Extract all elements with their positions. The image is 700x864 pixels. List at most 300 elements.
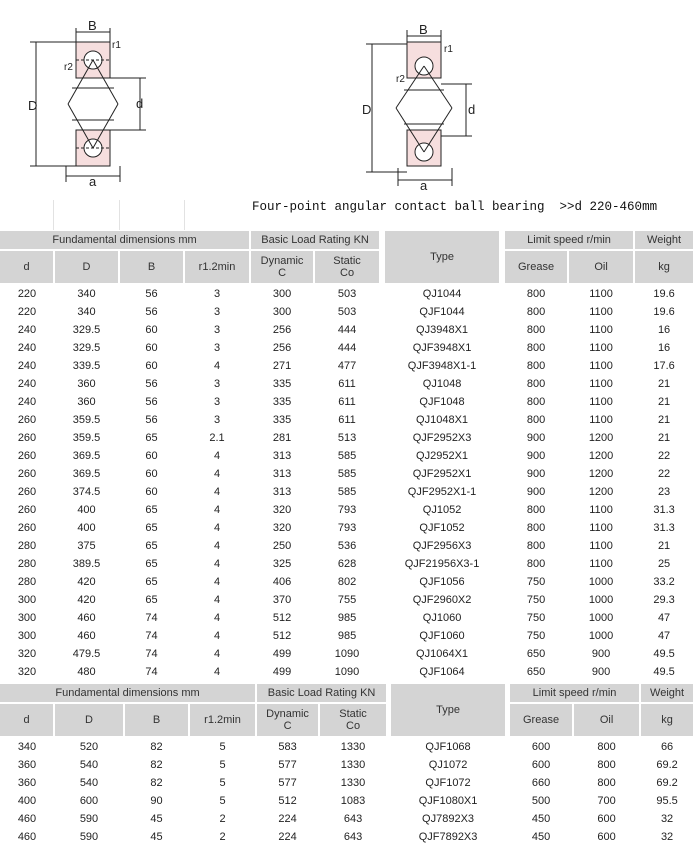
table-cell: 600 <box>531 759 551 771</box>
table-cell: 300 <box>17 630 37 642</box>
table-cell: QJ1048X1 <box>416 414 469 426</box>
table-cell: 45 <box>150 813 163 825</box>
table-cell: 19.6 <box>653 288 675 300</box>
table-cell: 585 <box>337 468 357 480</box>
table-cell: 1100 <box>589 504 613 516</box>
table-cell: 900 <box>526 432 546 444</box>
header-type: Type <box>384 231 500 284</box>
table-cell: 1100 <box>589 288 613 300</box>
table-cell: 32 <box>660 813 674 825</box>
table-cell: 335 <box>272 396 292 408</box>
table-cell: 1200 <box>588 486 614 498</box>
table-cell: 2.1 <box>209 432 225 444</box>
table-cell: 1100 <box>589 540 613 552</box>
header-D: D <box>54 250 119 284</box>
table-cell: QJ1052 <box>422 504 462 516</box>
header-weight-2: Weight <box>640 684 694 703</box>
table-cell: 1100 <box>589 324 613 336</box>
table-cell: 335 <box>272 414 292 426</box>
table-cell: 74 <box>145 630 158 642</box>
table-row <box>0 465 694 483</box>
label-d-2: d <box>468 102 476 117</box>
table-cell: QJ3948X1 <box>416 324 469 336</box>
table-row <box>0 663 694 681</box>
header-load-2: Basic Load Rating KN <box>256 684 387 703</box>
table-cell: 800 <box>597 759 616 771</box>
table-cell: 240 <box>17 396 37 408</box>
label-r1-1: r1 <box>112 40 121 51</box>
table-cell: 600 <box>597 813 616 825</box>
table-cell: 800 <box>526 522 546 534</box>
table-cell: 1100 <box>589 342 613 354</box>
table-cell: QJ1060 <box>422 612 462 624</box>
table-cell: 520 <box>79 741 99 753</box>
header-B: B <box>119 250 184 284</box>
table-cell: 400 <box>77 504 96 516</box>
table-row <box>0 609 694 627</box>
table-row <box>0 303 694 321</box>
table-cell: 313 <box>272 468 292 480</box>
table-cell: 329.5 <box>72 342 101 354</box>
table-cell: 280 <box>17 540 37 552</box>
table-cell: 21 <box>657 378 671 390</box>
table-cell: 31.3 <box>653 504 675 516</box>
table-cell: 21 <box>657 414 671 426</box>
bearing-drawings <box>0 0 700 200</box>
table-cell: 4 <box>213 522 221 534</box>
table-cell: QJ1048 <box>422 378 462 390</box>
table-cell: QJF1048 <box>419 396 465 408</box>
table-cell: 750 <box>526 612 546 624</box>
table-row <box>0 429 694 447</box>
table-cell: 900 <box>591 648 611 660</box>
table-cell: 69.2 <box>656 777 678 789</box>
table-cell: 260 <box>17 414 37 426</box>
table-cell: 499 <box>272 666 292 678</box>
table-cell: 512 <box>272 612 292 624</box>
bearing-table-1 <box>0 231 695 681</box>
table-cell: 420 <box>77 576 96 588</box>
table-cell: 340 <box>77 306 96 318</box>
table-cell: 65 <box>145 540 158 552</box>
table-cell: 21 <box>657 540 671 552</box>
table-cell: 369.5 <box>72 468 101 480</box>
table-cell: 600 <box>597 831 616 843</box>
table-cell: 1000 <box>588 612 614 624</box>
table-cell: 577 <box>278 759 297 771</box>
table-cell: 21 <box>657 432 671 444</box>
label-d-1: d <box>136 96 144 111</box>
table-cell: 359.5 <box>72 414 101 426</box>
table-row <box>0 501 694 519</box>
table-cell: 1200 <box>588 450 614 462</box>
table-cell: 4 <box>213 360 221 372</box>
table-cell: 60 <box>145 342 158 354</box>
table-cell: QJF1080X1 <box>418 795 478 807</box>
table-cell: QJF2952X1 <box>412 468 472 480</box>
table-cell: QJF3948X1-1 <box>407 360 477 372</box>
table-cell: 583 <box>278 741 297 753</box>
table-cell: 370 <box>272 594 292 606</box>
header-r: r1.2min <box>184 250 250 284</box>
label-r2-1: r2 <box>64 62 73 73</box>
table-cell: 900 <box>526 486 546 498</box>
table-cell: 47 <box>657 630 671 642</box>
table-cell: 4 <box>213 540 221 552</box>
table-cell: 25 <box>657 558 671 570</box>
table-cell: 611 <box>338 378 356 390</box>
header-d: d <box>0 250 54 284</box>
table-cell: 800 <box>597 777 616 789</box>
table-row <box>0 810 694 828</box>
table-cell: 643 <box>343 831 363 843</box>
table-cell: 750 <box>526 594 546 606</box>
table-cell: 450 <box>531 831 551 843</box>
table-row <box>0 828 694 846</box>
table-cell: 3 <box>213 288 221 300</box>
table-cell: 444 <box>337 324 357 336</box>
table-cell: 320 <box>17 648 37 660</box>
table-cell: QJ1044 <box>422 288 462 300</box>
header-weight: Weight <box>634 231 694 250</box>
table-cell: 650 <box>526 648 546 660</box>
table-cell: 240 <box>17 360 37 372</box>
table-cell: 3 <box>213 324 221 336</box>
table-row <box>0 645 694 663</box>
table-cell: QJF2952X1-1 <box>407 486 477 498</box>
table-cell: 800 <box>526 306 546 318</box>
table-cell: 4 <box>213 450 221 462</box>
table-cell: QJ1064X1 <box>416 648 469 660</box>
table-cell: 585 <box>337 450 357 462</box>
table-cell: 4 <box>213 558 221 570</box>
table-cell: 3 <box>213 306 221 318</box>
table-cell: 499 <box>272 648 292 660</box>
table-cell: 220 <box>17 306 37 318</box>
table-cell: 260 <box>17 522 37 534</box>
table-cell: 585 <box>337 486 357 498</box>
header-static: Static Co <box>314 250 380 284</box>
table-cell: QJF1056 <box>419 576 465 588</box>
header-r-2: r1.2min <box>189 703 256 737</box>
table-row <box>0 339 694 357</box>
table-cell: 66 <box>660 741 674 753</box>
table-cell: 1100 <box>589 378 613 390</box>
table-cell: 540 <box>79 759 99 771</box>
table-cell: 4 <box>213 504 221 516</box>
label-a-1: a <box>89 174 97 189</box>
table-cell: 1200 <box>588 432 614 444</box>
table-cell: 16 <box>657 324 671 336</box>
table-cell: 4 <box>213 648 221 660</box>
table-cell: 500 <box>531 795 551 807</box>
table-cell: 750 <box>526 630 546 642</box>
table-row <box>0 537 694 555</box>
table-cell: QJ7892X3 <box>422 813 475 825</box>
table-cell: 224 <box>278 813 297 825</box>
table-cell: 479.5 <box>72 648 101 660</box>
table-cell: 260 <box>17 504 37 516</box>
table-cell: 400 <box>17 795 37 807</box>
table-cell: 240 <box>17 324 37 336</box>
table-cell: 660 <box>531 777 551 789</box>
table-cell: 60 <box>145 468 158 480</box>
table-cell: 5 <box>219 759 226 771</box>
table-cell: 4 <box>213 576 221 588</box>
table-cell: 4 <box>213 594 221 606</box>
table-cell: QJ2952X1 <box>416 450 469 462</box>
table-cell: QJ1072 <box>428 759 468 771</box>
table-row <box>0 627 694 645</box>
table-cell: 22 <box>657 468 671 480</box>
table-cell: 29.3 <box>653 594 675 606</box>
table-cell: 320 <box>272 504 292 516</box>
table-cell: 800 <box>526 504 546 516</box>
header-type-2: Type <box>390 684 506 737</box>
table-cell: 17.6 <box>653 360 675 372</box>
table-cell: QJF1064 <box>419 666 465 678</box>
table-cell: QJF1044 <box>419 306 465 318</box>
table-cell: 1090 <box>334 666 360 678</box>
table-row <box>0 792 694 810</box>
table-cell: 1100 <box>589 414 613 426</box>
label-r1-2: r1 <box>444 44 453 55</box>
table-cell: 47 <box>657 612 671 624</box>
table-cell: 82 <box>150 759 163 771</box>
table-cell: 513 <box>337 432 357 444</box>
header-d-2: d <box>0 703 54 737</box>
table-cell: 256 <box>272 342 292 354</box>
table-row <box>0 483 694 501</box>
table-cell: 45 <box>150 831 163 843</box>
page-title: Four-point angular contact ball bearing >>d 220-460mm <box>252 200 658 214</box>
header-load: Basic Load Rating KN <box>250 231 380 250</box>
table-cell: 577 <box>278 777 297 789</box>
table-cell: 65 <box>145 522 158 534</box>
table-cell: 2 <box>219 831 226 843</box>
bearing-drawing-2 <box>366 30 472 186</box>
table-row <box>0 321 694 339</box>
table-cell: 1100 <box>589 522 613 534</box>
table-row <box>0 591 694 609</box>
table-cell: 369.5 <box>72 450 101 462</box>
table-cell: 536 <box>337 540 357 552</box>
table-cell: 240 <box>17 342 37 354</box>
table-cell: QJF2952X3 <box>412 432 472 444</box>
table-cell: 31.3 <box>653 522 675 534</box>
table-cell: 800 <box>526 288 546 300</box>
table-cell: 590 <box>79 831 99 843</box>
label-r2-2: r2 <box>396 74 405 85</box>
table-cell: 503 <box>337 288 357 300</box>
table-cell: 1330 <box>340 777 366 789</box>
header-fundamental: Fundamental dimensions mm <box>0 231 250 250</box>
table-cell: 800 <box>597 741 616 753</box>
table-cell: 4 <box>213 666 221 678</box>
table-row <box>0 411 694 429</box>
table-cell: 5 <box>219 741 226 753</box>
table-cell: 56 <box>145 306 158 318</box>
table-cell: 700 <box>597 795 616 807</box>
table-cell: 69.2 <box>656 759 678 771</box>
header-B-2: B <box>124 703 189 737</box>
table-cell: 611 <box>338 414 356 426</box>
table-cell: 360 <box>77 378 96 390</box>
table-cell: 611 <box>338 396 356 408</box>
table-cell: 74 <box>145 648 158 660</box>
table-row <box>0 573 694 591</box>
table-cell: 389.5 <box>72 558 101 570</box>
table-cell: 1100 <box>589 396 613 408</box>
table-cell: 23 <box>657 486 671 498</box>
table-cell: 56 <box>145 414 158 426</box>
table-cell: QJF2960X2 <box>412 594 472 606</box>
table-cell: QJF2956X3 <box>412 540 472 552</box>
table-cell: 1100 <box>589 360 613 372</box>
table-cell: 1090 <box>334 648 360 660</box>
table-cell: 313 <box>272 486 292 498</box>
table-cell: 900 <box>526 468 546 480</box>
label-a-2: a <box>420 178 428 193</box>
table-cell: 5 <box>219 795 226 807</box>
table-cell: 800 <box>526 378 546 390</box>
table-cell: 590 <box>79 813 99 825</box>
label-D-2: D <box>362 102 372 117</box>
table-cell: QJF21956X3-1 <box>404 558 480 570</box>
table-cell: QJF1052 <box>419 522 465 534</box>
bearing-drawing-1 <box>30 28 146 182</box>
table-cell: 300 <box>17 594 37 606</box>
table-cell: 450 <box>531 813 551 825</box>
header-D-2: D <box>54 703 124 737</box>
header-kg-2: kg <box>640 703 694 737</box>
table-cell: 271 <box>272 360 292 372</box>
bearing-table-2 <box>0 684 695 846</box>
table-row <box>0 774 694 792</box>
table-cell: 374.5 <box>72 486 101 498</box>
table-cell: 793 <box>337 522 357 534</box>
table-cell: 1083 <box>340 795 366 807</box>
table-cell: 1100 <box>589 558 613 570</box>
table-cell: 4 <box>213 612 221 624</box>
table-cell: 281 <box>272 432 292 444</box>
table-cell: 1000 <box>588 576 614 588</box>
table-cell: 800 <box>526 396 546 408</box>
table-cell: 300 <box>17 612 37 624</box>
table-cell: 260 <box>17 486 37 498</box>
header-limit-2: Limit speed r/min <box>509 684 640 703</box>
table-cell: 460 <box>77 612 96 624</box>
table-cell: 250 <box>272 540 292 552</box>
table-cell: 512 <box>272 630 292 642</box>
table-cell: 3 <box>213 414 221 426</box>
table-cell: 65 <box>145 432 158 444</box>
table-cell: 256 <box>272 324 292 336</box>
table-cell: 477 <box>337 360 357 372</box>
table-cell: 985 <box>337 630 357 642</box>
table-cell: 60 <box>145 486 158 498</box>
table-cell: 320 <box>17 666 37 678</box>
table-cell: 56 <box>145 378 158 390</box>
table-cell: 755 <box>337 594 357 606</box>
table-row <box>0 737 694 756</box>
header-fundamental-2: Fundamental dimensions mm <box>0 684 256 703</box>
table-cell: 360 <box>17 759 37 771</box>
table-cell: 512 <box>278 795 297 807</box>
table-cell: 16 <box>657 342 671 354</box>
table-cell: 60 <box>145 360 158 372</box>
header-oil: Oil <box>568 250 634 284</box>
header-kg: kg <box>634 250 694 284</box>
table-cell: 49.5 <box>653 666 675 678</box>
table-cell: 4 <box>213 630 221 642</box>
table-cell: 56 <box>145 396 158 408</box>
table-cell: 5 <box>219 777 226 789</box>
table-cell: QJF1072 <box>425 777 471 789</box>
table-cell: 4 <box>213 468 221 480</box>
table-cell: 320 <box>272 522 292 534</box>
table-cell: 900 <box>526 450 546 462</box>
table-row <box>0 357 694 375</box>
table-cell: 2 <box>219 813 226 825</box>
table-cell: 400 <box>77 522 96 534</box>
table-row <box>0 284 694 303</box>
table-cell: 800 <box>526 342 546 354</box>
table-cell: 280 <box>17 558 37 570</box>
table-cell: 60 <box>145 450 158 462</box>
header-grease-2: Grease <box>509 703 573 737</box>
table-cell: 793 <box>337 504 357 516</box>
table-cell: 3 <box>213 378 221 390</box>
table-cell: 32 <box>660 831 674 843</box>
table-cell: 800 <box>526 540 546 552</box>
table-cell: 19.6 <box>653 306 675 318</box>
table-cell: 340 <box>17 741 37 753</box>
table-cell: 95.5 <box>656 795 678 807</box>
table-cell: 503 <box>337 306 357 318</box>
table-cell: 339.5 <box>72 360 101 372</box>
table-cell: 460 <box>77 630 96 642</box>
header-limit: Limit speed r/min <box>504 231 634 250</box>
table-cell: 240 <box>17 378 37 390</box>
table-cell: 65 <box>145 558 158 570</box>
table-row <box>0 447 694 465</box>
table-cell: 74 <box>145 666 158 678</box>
table-cell: 22 <box>657 450 671 462</box>
table-cell: 60 <box>145 324 158 336</box>
table-cell: 4 <box>213 486 221 498</box>
table-row <box>0 375 694 393</box>
table-cell: 800 <box>526 324 546 336</box>
table-cell: 406 <box>272 576 292 588</box>
table-cell: 82 <box>150 777 163 789</box>
table-cell: 1000 <box>588 630 614 642</box>
table-row <box>0 756 694 774</box>
table-cell: 300 <box>272 288 292 300</box>
table-cell: 900 <box>591 666 611 678</box>
table-cell: 359.5 <box>72 432 101 444</box>
table-cell: 375 <box>77 540 96 552</box>
label-D-1: D <box>28 98 38 113</box>
table-cell: 643 <box>343 813 363 825</box>
header-grease: Grease <box>504 250 568 284</box>
table-cell: 1200 <box>588 468 614 480</box>
table-cell: QJF3948X1 <box>412 342 472 354</box>
table-cell: 600 <box>531 741 551 753</box>
table-cell: 340 <box>77 288 96 300</box>
table-cell: 360 <box>17 777 37 789</box>
table-cell: 21 <box>657 396 671 408</box>
